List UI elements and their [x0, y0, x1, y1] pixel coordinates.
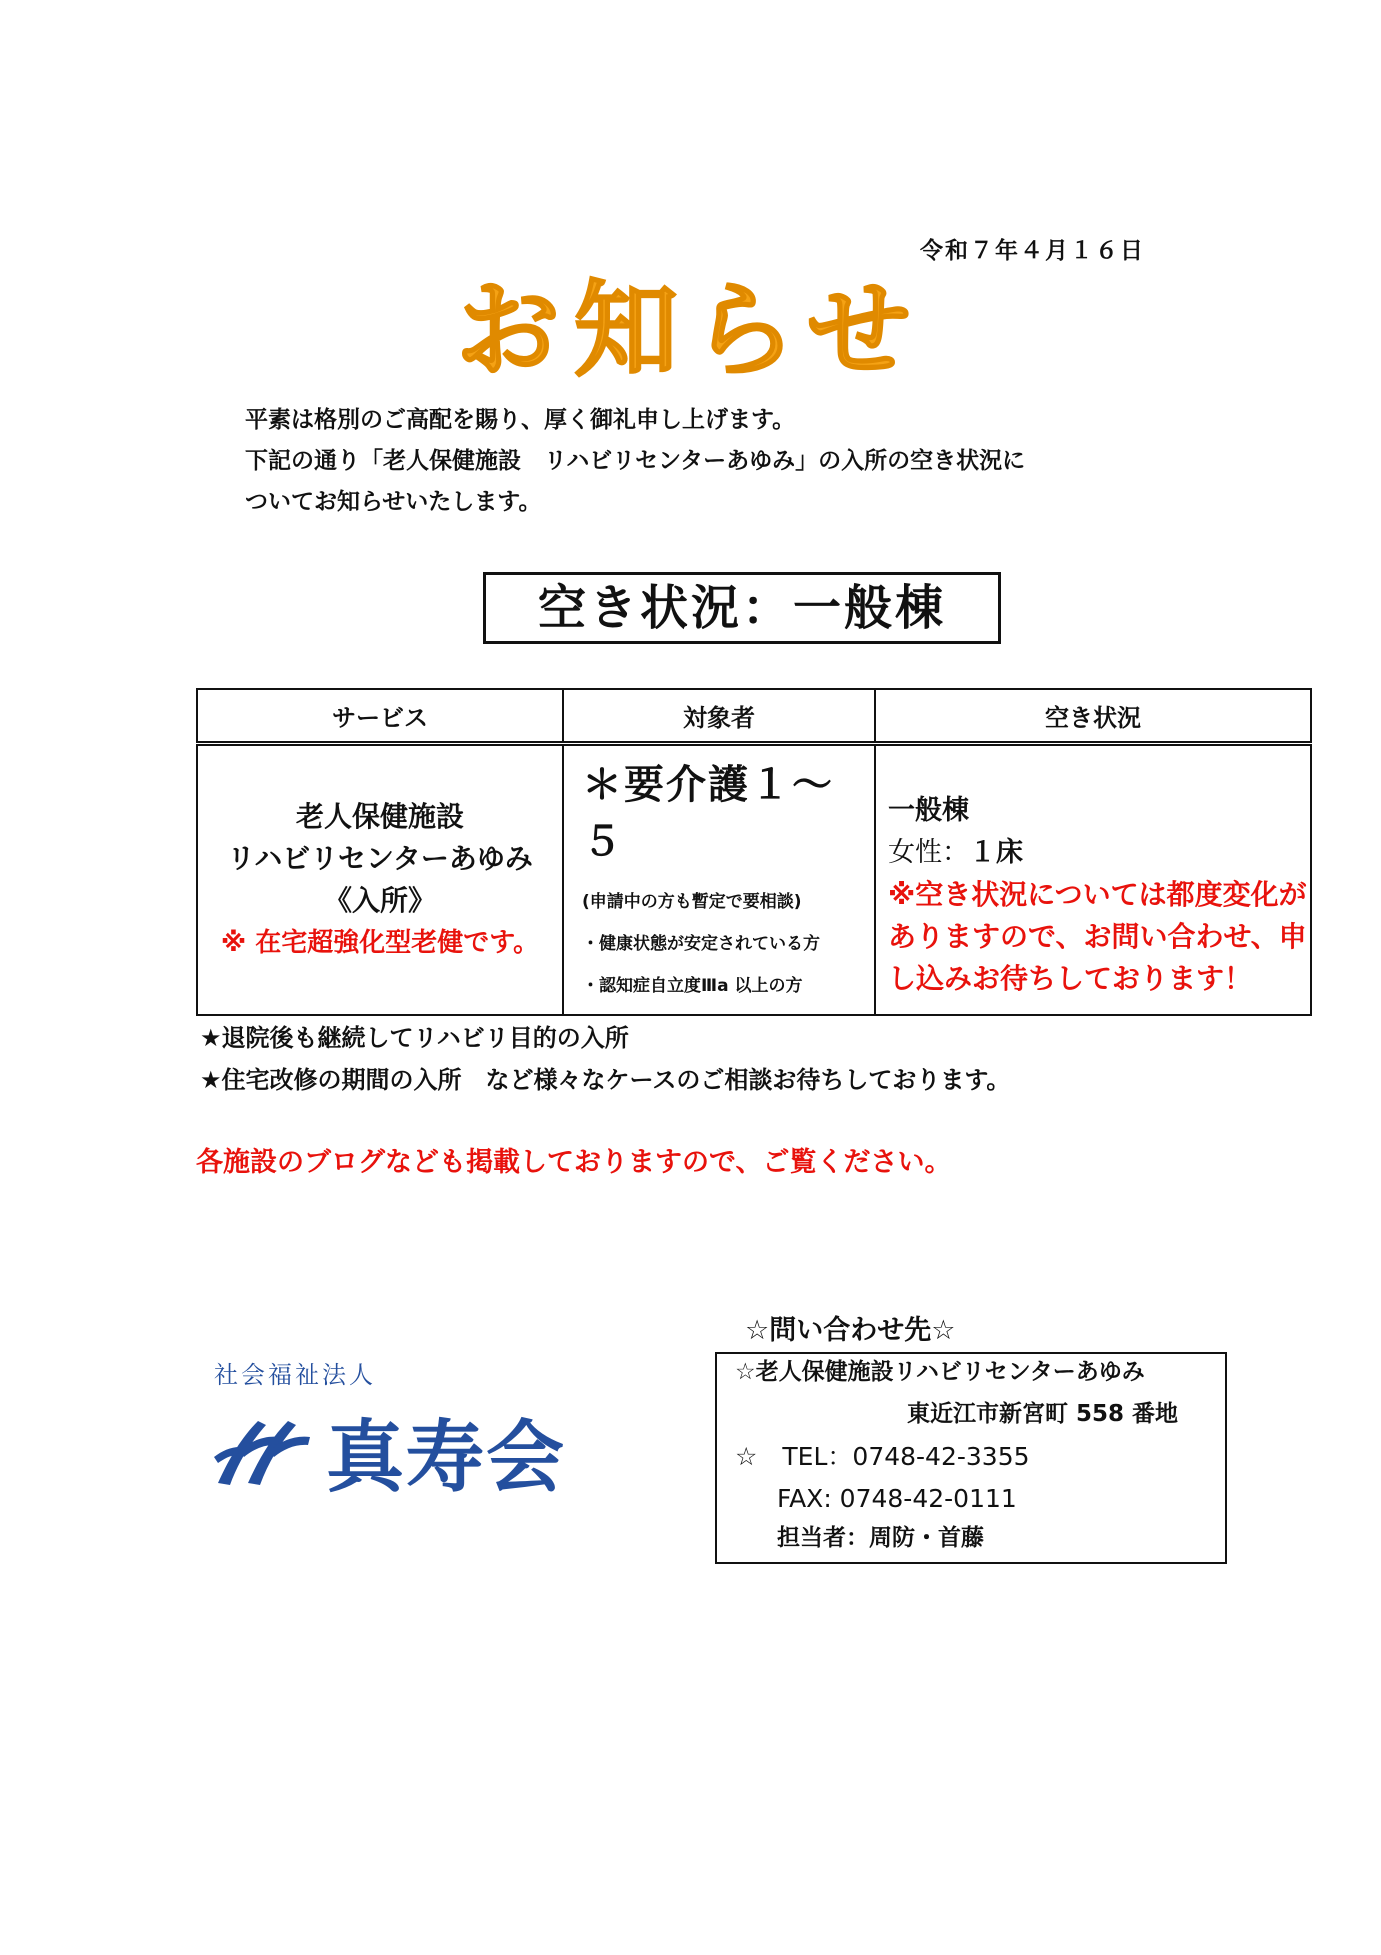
- notes: [200, 1017, 1010, 1101]
- service-line: リハビリセンターあゆみ: [227, 842, 533, 875]
- service-line: 老人保健施設: [295, 800, 464, 833]
- ward-name: 一般棟: [888, 794, 969, 826]
- blog-notice: 各施設のブログなども掲載しておりますので、ご覧ください。: [196, 1147, 952, 1178]
- logo-subtitle: 社会福祉法人: [214, 1361, 376, 1389]
- availability-table: [196, 688, 1312, 1016]
- target-cell: [563, 744, 875, 1016]
- contact-box: [715, 1352, 1227, 1564]
- intro-line: 下記の通り「老人保健施設 リハビリセンターあゆみ」の入所の空き状況に: [245, 448, 1026, 474]
- service-line: 《入所》: [323, 884, 436, 917]
- header-availability: 空き状況: [875, 689, 1311, 744]
- note-line: ★住宅改修の期間の入所 など様々なケースのご相談お待ちしております。: [200, 1066, 1011, 1094]
- contact-facility: ☆老人保健施設リハビリセンターあゆみ: [735, 1359, 1145, 1385]
- bed-count: [888, 832, 1309, 874]
- target-sub: ・健康状態が安定されている方: [582, 934, 820, 954]
- status-heading: 空き状況：一般棟: [483, 572, 1001, 644]
- contact-person: 担当者：周防・首藤: [777, 1525, 984, 1551]
- logo: [210, 1395, 566, 1507]
- logo-mark-icon: [210, 1411, 320, 1491]
- intro-text: [245, 400, 1025, 523]
- target-sub: (申請中の方も暫定で要相談): [582, 892, 802, 912]
- availability-note: ありますので、お問い合わせ、申: [888, 919, 1307, 953]
- availability-note: し込みお待ちしております！: [888, 961, 1253, 995]
- contact-address: 東近江市新宮町 558 番地: [907, 1401, 1179, 1427]
- service-cell: [197, 744, 563, 1016]
- logo-name: 真寿会: [326, 1413, 567, 1503]
- intro-line: ついてお知らせいたします。: [245, 489, 542, 515]
- bed-value: １床: [969, 836, 1023, 868]
- document-date: 令和７年４月１６日: [920, 238, 1145, 264]
- table-row: [197, 744, 1311, 1016]
- contact-heading: ☆問い合わせ先☆: [745, 1315, 956, 1346]
- target-sub: ・認知症自立度Ⅲa 以上の方: [582, 976, 803, 996]
- header-service: サービス: [197, 689, 563, 744]
- availability-note: ※空き状況については都度変化が: [888, 877, 1307, 911]
- service-note: ※ 在宅超強化型老健です。: [220, 928, 540, 958]
- table-header-row: [197, 689, 1311, 744]
- availability-cell: [875, 744, 1311, 1016]
- bed-label: 女性：: [888, 836, 969, 868]
- header-target: 対象者: [563, 689, 875, 744]
- target-main: ＊要介護１～５: [582, 762, 834, 865]
- note-line: ★退院後も継続してリハビリ目的の入所: [200, 1024, 629, 1052]
- contact-tel: ☆ TEL：0748-42-3355: [735, 1442, 1030, 1471]
- intro-line: 平素は格別のご高配を賜り、厚く御礼申し上げます。: [245, 407, 796, 433]
- page-title: お知らせ: [456, 269, 925, 391]
- contact-fax: FAX: 0748-42-0111: [777, 1484, 1017, 1513]
